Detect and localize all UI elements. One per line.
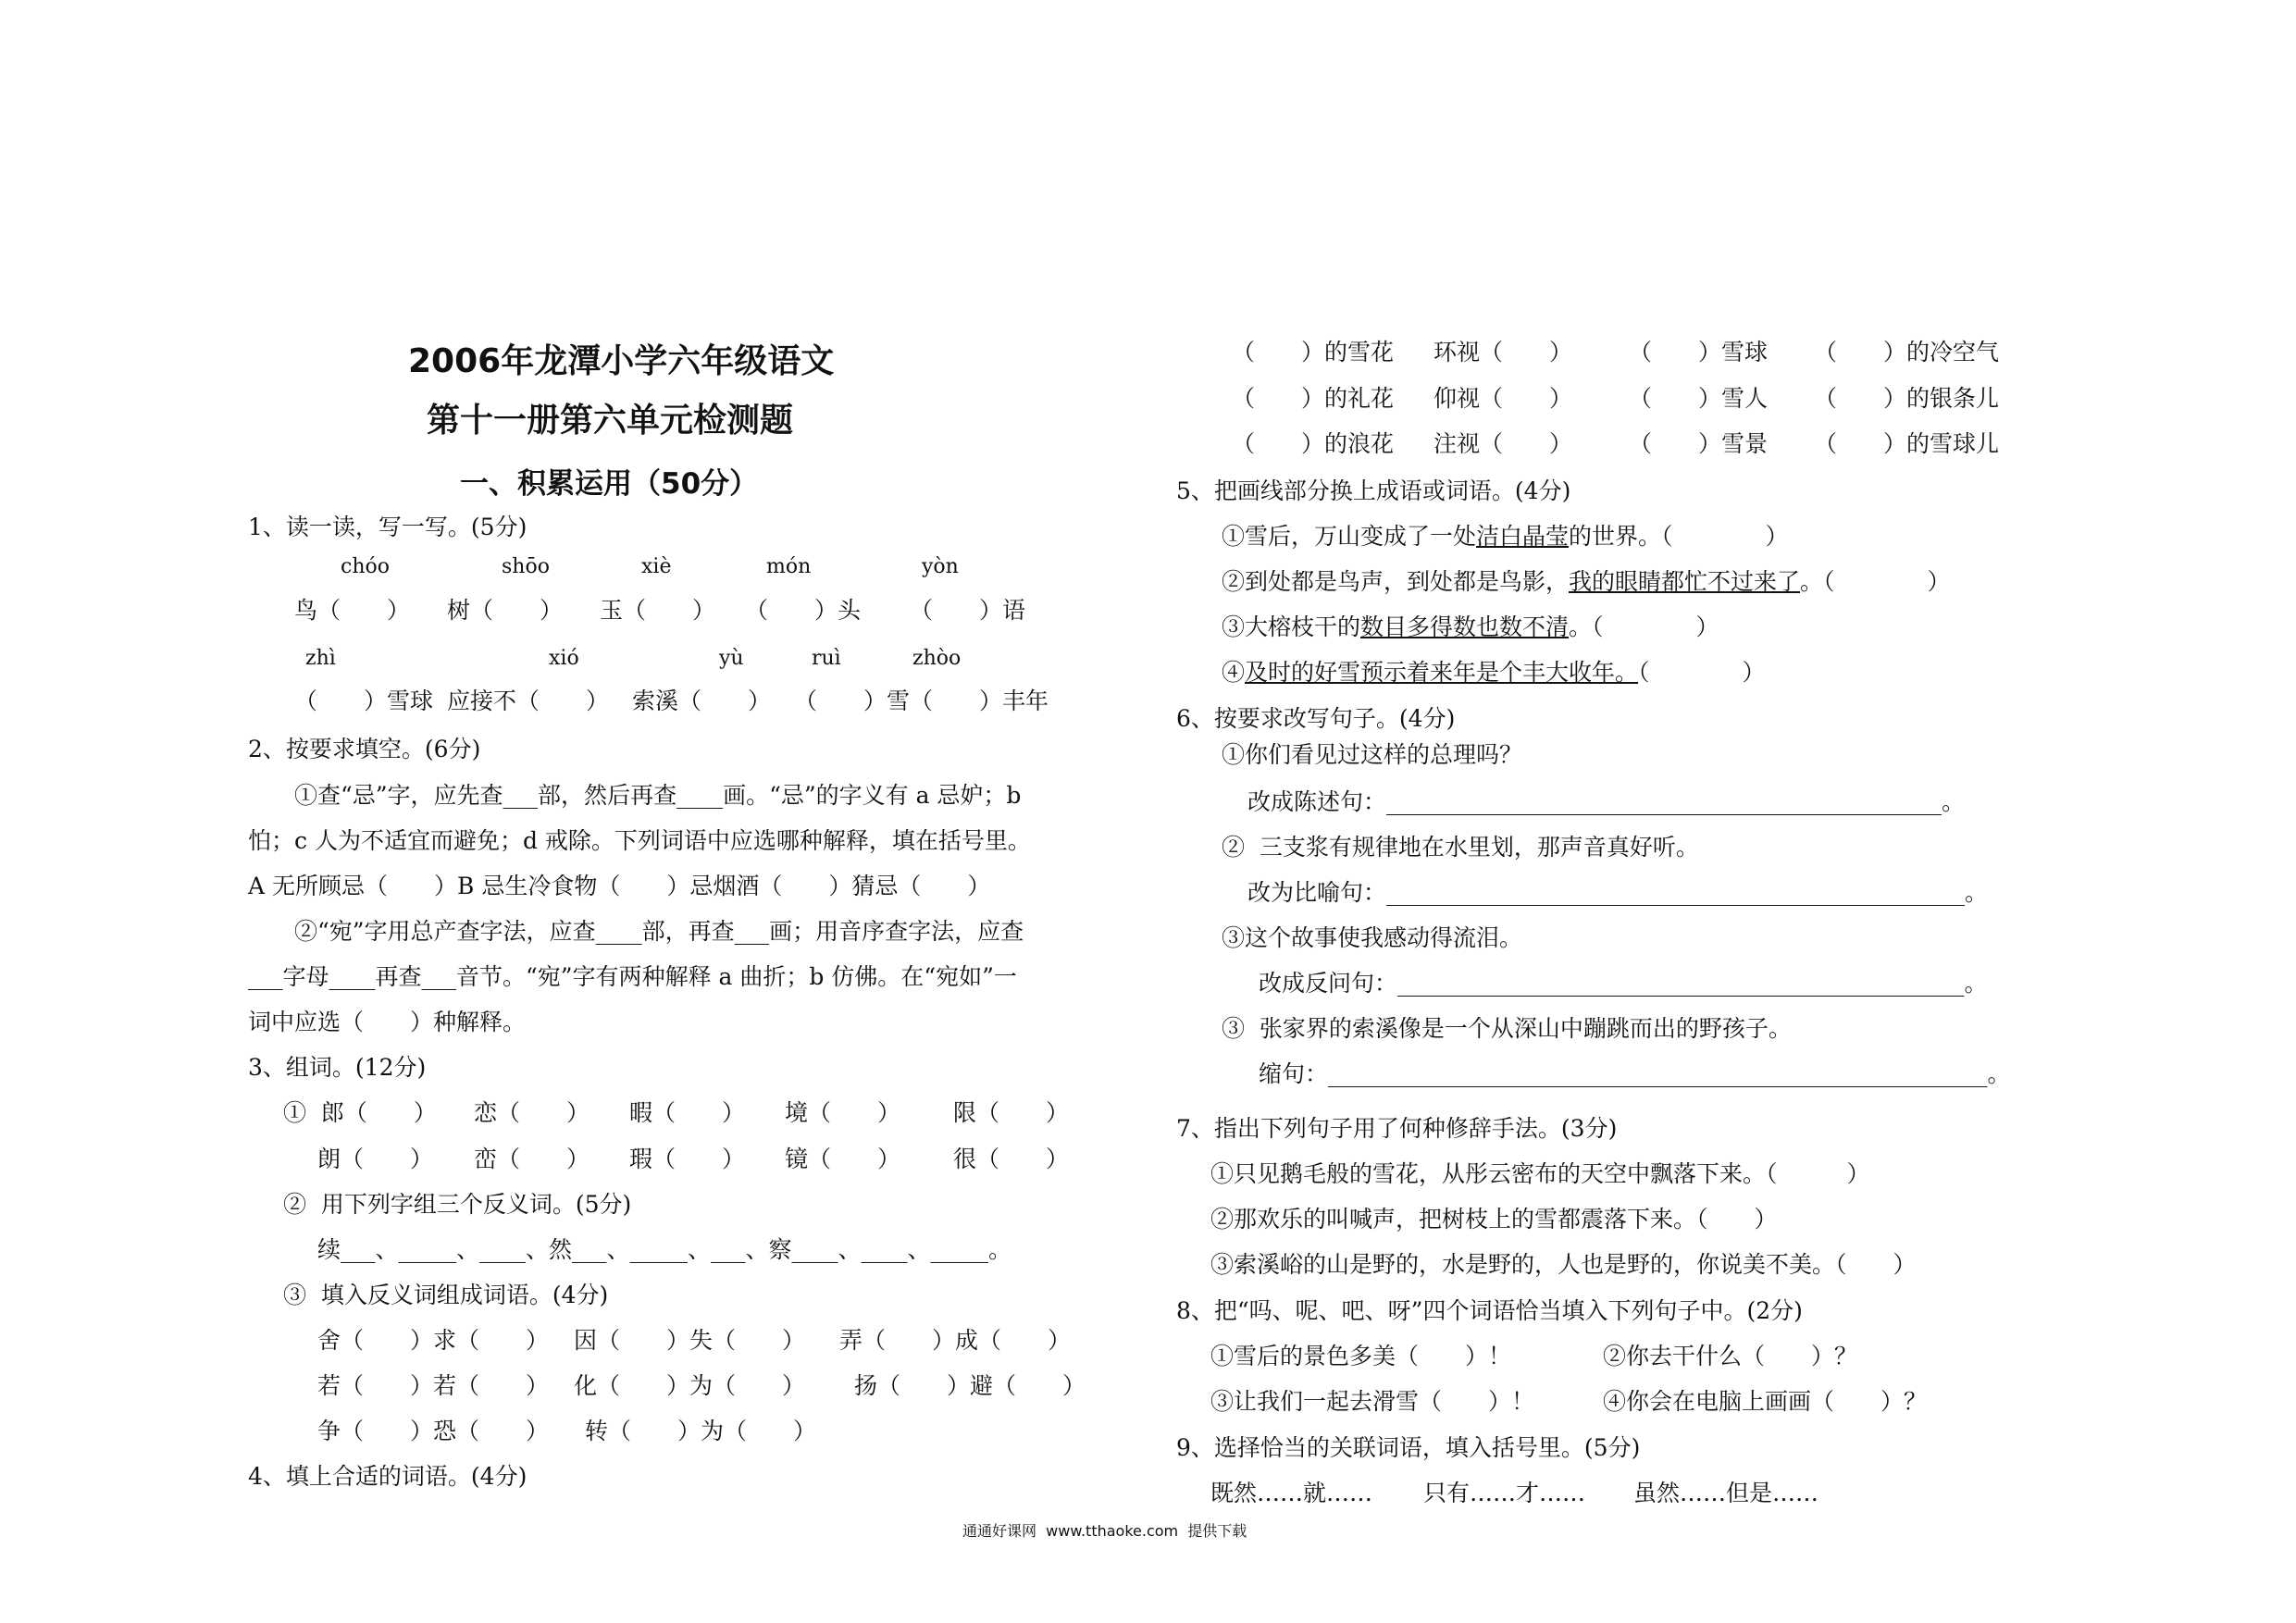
question-text: ③大榕枝干的数目多得数也数不清。（ ） (1222, 613, 1719, 640)
pinyin: yòn (922, 555, 959, 578)
answer-line: 改成反问句：_________________________________________________。 (1259, 970, 1988, 997)
pinyin: xiè (641, 555, 672, 578)
question-8: 8、把“吗、呢、吧、呀”四个词语恰当填入下列句子中。(2分) (1176, 1297, 1803, 1324)
fill-item: （ ）的冷空气 (1814, 339, 2000, 365)
pinyin: món (766, 555, 812, 578)
fill-item: 注视（ ） (1433, 430, 1573, 457)
fill-item: 树（ ） (447, 597, 564, 624)
fill-item: 鸟（ ） (294, 597, 411, 624)
pinyin: zhòo (912, 647, 962, 670)
fill-item: 境（ ） (785, 1099, 901, 1126)
question-text: ___字母____再查___音节。“宛”字有两种解释 a 曲折；b 仿佛。在“宛如”一 (248, 963, 1017, 990)
fill-item: 因（ ）失（ ） (574, 1327, 806, 1354)
pinyin: zhì (305, 647, 336, 670)
section-heading: 一、积累运用（50分） (460, 467, 759, 501)
fill-item: （ ）的银条儿 (1814, 385, 2000, 412)
question-text: ③ 填入反义词组成词语。(4分) (283, 1282, 609, 1308)
fill-item: 恋（ ） (474, 1099, 590, 1126)
fill-item: （ ）的礼花 (1232, 385, 1395, 412)
fill-item: 限（ ） (953, 1099, 1070, 1126)
question-text: 怕；c 人为不适宜而避免；d 戒除。下列词语中应选哪种解释，填在括号里。 (248, 827, 1031, 854)
title-line-2: 第十一册第六单元检测题 (427, 402, 794, 440)
fill-item: 环视（ ） (1433, 339, 1573, 365)
fill-item: 玉（ ） (600, 597, 716, 624)
question-5: 5、把画线部分换上成语或词语。(4分) (1176, 477, 1571, 504)
fill-item: （ ）雪（ ）丰年 (794, 688, 1049, 714)
question-text: ④你会在电脑上画画（ ）？ (1603, 1388, 1928, 1415)
fill-item: （ ）雪景 (1629, 430, 1769, 457)
option-item: 既然……就…… (1210, 1480, 1373, 1506)
question-text: ②“宛”字用总产查字法，应查____部，再查___画；用音序查字法，应查 (294, 918, 1024, 945)
question-text: ③让我们一起去滑雪（ ）！ (1210, 1388, 1535, 1415)
question-text: ①只见鹅毛般的雪花，从彤云密布的天空中飘落下来。（ ） (1210, 1160, 1870, 1187)
footer-source: 通通好课网 www.tthaoke.com 提供下载 (962, 1522, 1247, 1540)
question-text: ③ 张家界的索溪像是一个从深山中蹦跳而出的野孩子。 (1222, 1015, 1792, 1042)
question-4: 4、填上合适的词语。(4分) (248, 1463, 527, 1490)
pinyin: shōo (502, 555, 550, 578)
question-1: 1、读一读，写一写。(5分) (248, 514, 527, 540)
fill-item: 弄（ ）成（ ） (839, 1327, 1072, 1354)
fill-item: （ ）雪人 (1629, 385, 1769, 412)
option-item: 虽然……但是…… (1633, 1480, 1819, 1506)
fill-item: 镜（ ） (785, 1146, 901, 1172)
pinyin: yù (719, 647, 744, 670)
question-text: ①查“忌”字，应先查___部，然后再查____画。“忌”的字义有 a 忌妒；b (294, 782, 1022, 809)
title-line-1: 2006年龙潭小学六年级语文 (408, 342, 835, 380)
fill-item: （ ）的雪花 (1232, 339, 1395, 365)
fill-item: 舍（ ）求（ ） (317, 1327, 550, 1354)
fill-item: （ ）语 (910, 597, 1026, 624)
question-6: 6、按要求改写句子。(4分) (1176, 705, 1456, 732)
question-9: 9、选择恰当的关联词语，填入括号里。(5分) (1176, 1434, 1641, 1461)
answer-line: 缩句：_________________________________________________________。 (1259, 1060, 2011, 1087)
fill-item: （ ）的雪球儿 (1814, 430, 2000, 457)
question-3: 3、组词。(12分) (248, 1054, 427, 1081)
question-text: ②你去干什么（ ）？ (1603, 1343, 1858, 1369)
question-text: ④及时的好雪预示着来年是个丰大收年。（ ） (1222, 659, 1766, 686)
fill-item: （ ）雪球 (294, 688, 434, 714)
answer-line: 改为比喻句：__________________________________________________。 (1247, 879, 1989, 906)
fill-item: 转（ ）为（ ） (585, 1418, 817, 1444)
fill-item: 仰视（ ） (1433, 385, 1573, 412)
question-text: ③索溪峪的山是野的，水是野的，人也是野的，你说美不美。（ ） (1210, 1251, 1917, 1278)
question-text: ②到处都是鸟声，到处都是鸟影，我的眼睛都忙不过来了。（ ） (1222, 568, 1951, 595)
fill-item: 很（ ） (953, 1146, 1070, 1172)
pinyin: xió (549, 647, 579, 670)
question-text: ①雪后的景色多美（ ）！ (1210, 1343, 1512, 1369)
fill-item: 峦（ ） (474, 1146, 590, 1172)
question-text: ①雪后，万山变成了一处洁白晶莹的世界。（ ） (1222, 523, 1789, 550)
fill-item: （ ）的浪花 (1232, 430, 1395, 457)
fill-item: 索溪（ ） (632, 688, 772, 714)
pinyin: ruì (812, 647, 841, 670)
question-text: A 无所顾忌（ ）B 忌生冷食物（ ）忌烟酒（ ）猜忌（ ） (248, 873, 991, 899)
fill-item: 扬（ ）避（ ） (854, 1372, 1086, 1399)
option-item: 只有……才…… (1423, 1480, 1586, 1506)
fill-item: （ ）雪球 (1629, 339, 1769, 365)
question-text: ② 用下列字组三个反义词。(5分) (283, 1191, 632, 1218)
fill-item: 瑕（ ） (629, 1146, 746, 1172)
question-text: ③这个故事使我感动得流泪。 (1222, 924, 1523, 951)
fill-item: 争（ ）恐（ ） (317, 1418, 550, 1444)
question-7: 7、指出下列句子用了何种修辞手法。(3分) (1176, 1115, 1618, 1142)
fill-item: 暇（ ） (629, 1099, 746, 1126)
fill-item: 若（ ）若（ ） (317, 1372, 550, 1399)
question-text: 续___、_____、____、然___、_____、___、察____、____、_____。 (317, 1236, 1012, 1263)
pinyin: chóo (341, 555, 390, 578)
question-2: 2、按要求填空。(6分) (248, 736, 481, 762)
fill-item: ① 郎（ ） (283, 1099, 437, 1126)
fill-item: 化（ ）为（ ） (574, 1372, 806, 1399)
answer-line: 改成陈述句：________________________________________________。 (1247, 788, 1966, 815)
fill-item: （ ）头 (745, 597, 862, 624)
question-text: ② 三支浆有规律地在水里划，那声音真好听。 (1222, 834, 1699, 861)
question-text: 词中应选（ ）种解释。 (248, 1009, 527, 1035)
fill-item: 朗（ ） (317, 1146, 434, 1172)
question-text: ②那欢乐的叫喊声，把树枝上的雪都震落下来。（ ） (1210, 1206, 1778, 1233)
question-text: ①你们看见过这样的总理吗？ (1222, 741, 1523, 768)
fill-item: 应接不（ ） (447, 688, 610, 714)
